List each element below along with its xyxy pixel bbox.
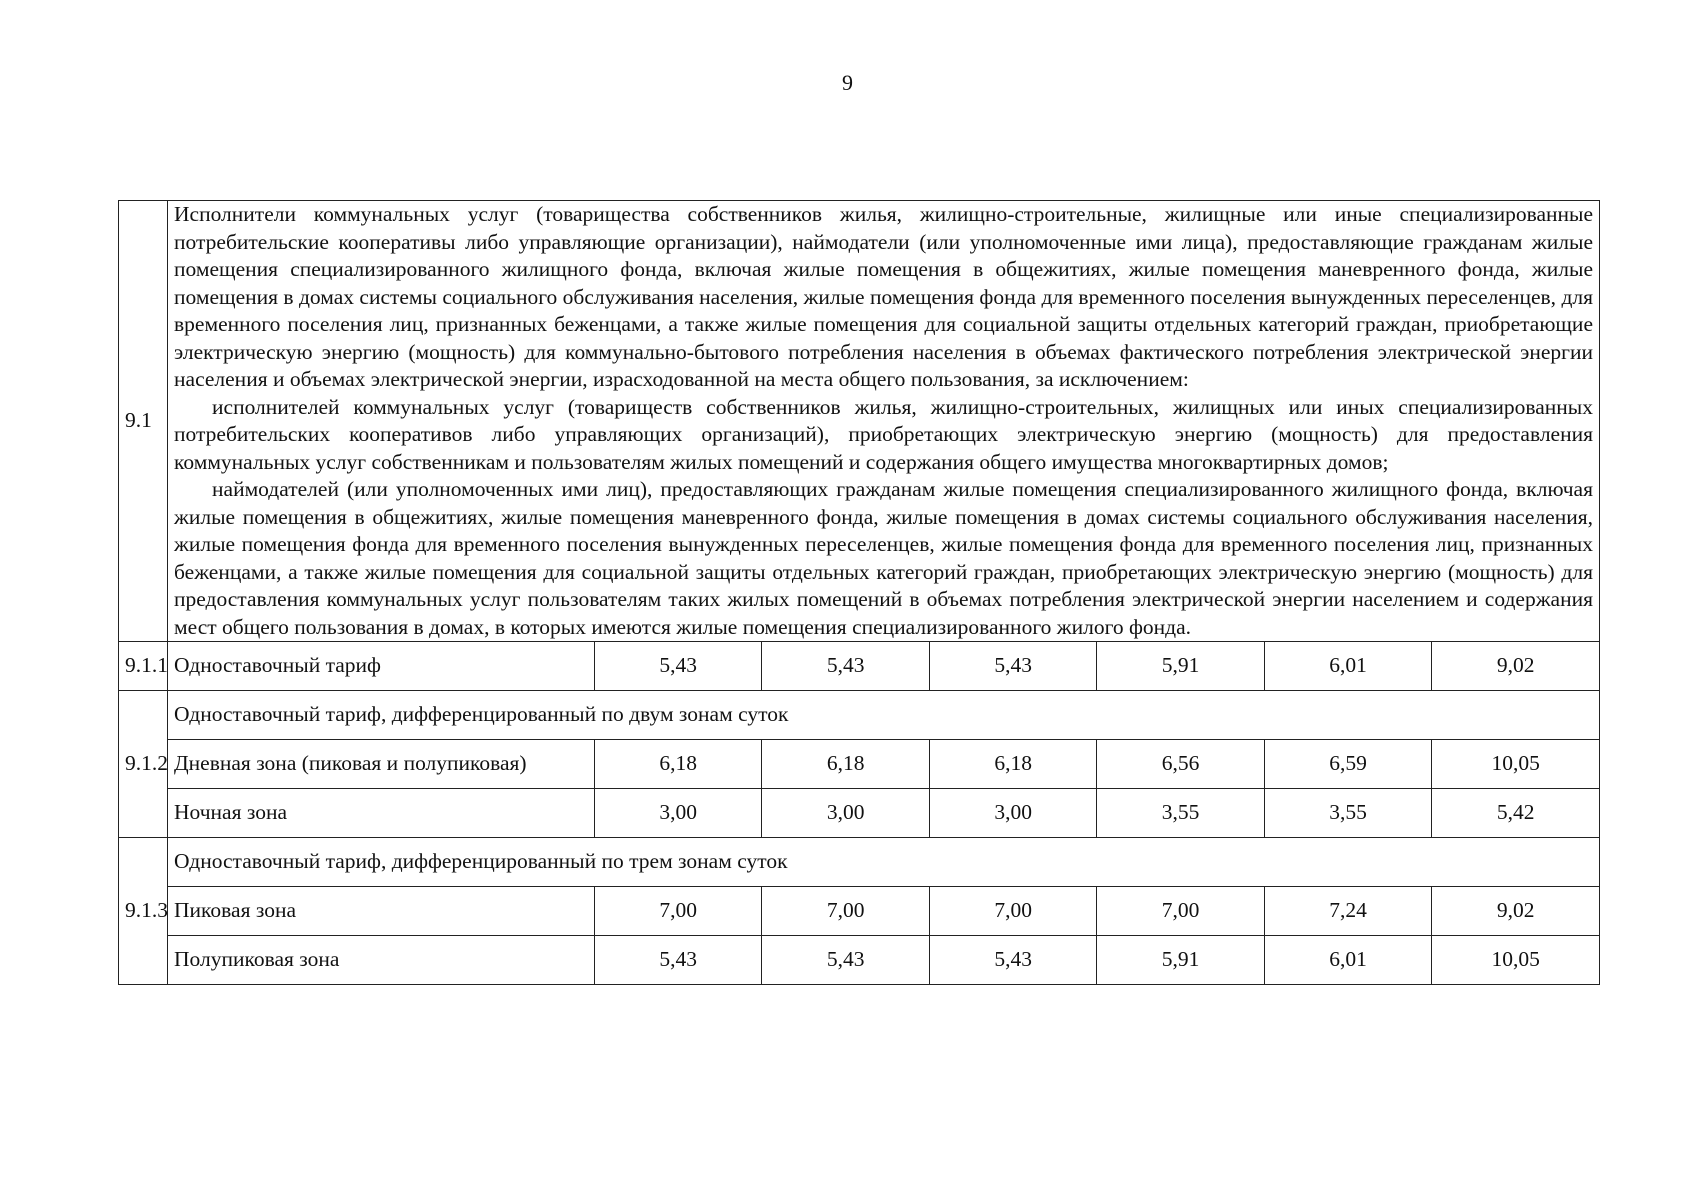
table-row xyxy=(119,691,1600,740)
tariff-value: 6,01 xyxy=(1264,642,1431,691)
tariff-value: 6,18 xyxy=(762,740,929,789)
tariff-value: 7,00 xyxy=(762,887,929,936)
table-row xyxy=(119,789,1600,838)
table-row xyxy=(119,642,1600,691)
tariff-value: 5,43 xyxy=(762,642,929,691)
tariff-name: Одноставочный тариф, дифференцированный по трем зонам суток xyxy=(168,838,1600,887)
tariff-value: 3,00 xyxy=(762,789,929,838)
tariff-value: 6,59 xyxy=(1264,740,1431,789)
tariff-value: 7,00 xyxy=(1097,887,1264,936)
table-row xyxy=(119,838,1600,887)
tariff-value: 6,56 xyxy=(1097,740,1264,789)
tariff-value: 10,05 xyxy=(1432,936,1600,985)
description-paragraph: Исполнители коммунальных услуг (товарищества собственников жилья, жилищно-строительные, жилищные или иные специализированные потребительские кооперативы либо управляющие организации), наймодатели (или уполномоченные ими лица), предоставляющие гражданам жилые помещения специализированного жилищного фонда, включая жилые помещения в общежитиях, жилые помещения маневренного фонда, жилые помещения в домах системы социального обслуживания населения, жилые помещения фонда для временного поселения вынужденных переселенцев, для временного поселения лиц, признанных беженцами, а также жилые помещения для социальной защиты отдельных категорий граждан, приобретающие электрическую энергию (мощность) для коммунально-бытового потребления населения в объемах фактического потребления электрической энергии населения и объемах электрической энергии, израсходованной на места общего пользования, за исключением: xyxy=(174,202,1593,391)
tariff-value: 3,00 xyxy=(594,789,761,838)
table-row xyxy=(119,936,1600,985)
tariff-value: 5,91 xyxy=(1097,936,1264,985)
description-paragraph: наймодателей (или уполномоченных ими лиц), предоставляющих гражданам жилые помещения специализированного жилищного фонда, включая жилые помещения в общежитиях, жилые помещения маневренного фонда, жилые помещения в домах системы социального обслуживания населения, жилые помещения фонда для временного поселения вынужденных переселенцев, жилые помещения фонда для временного поселения лиц, признанных беженцами, а также жилые помещения для социальной защиты отдельных категорий граждан, приобретающих электрическую энергию (мощность) для предоставления коммунальных услуг пользователям таких жилых помещений в объемах потребления электрической энергии населением и содержания мест общего пользования в домах, в которых имеются жилые помещения специализированного жилого фонда. xyxy=(174,477,1593,639)
tariff-name: Одноставочный тариф xyxy=(168,642,595,691)
tariff-code: 9.1.3 xyxy=(119,838,168,985)
zone-name: Пиковая зона xyxy=(168,887,595,936)
section-row xyxy=(119,201,1600,642)
page-number: 9 xyxy=(842,70,853,95)
table-row xyxy=(119,740,1600,789)
tariff-value: 7,00 xyxy=(929,887,1096,936)
tariff-value: 5,43 xyxy=(594,642,761,691)
tariff-value: 5,42 xyxy=(1432,789,1600,838)
tariff-value: 6,18 xyxy=(929,740,1096,789)
description-paragraph: исполнителей коммунальных услуг (товариществ собственников жилья, жилищно-строительных, жилищных или иных специализированных потребительских кооперативов либо управляющих организаций), приобретающих электрическую энергию (мощность) для предоставления коммунальных услуг собственникам и пользователям жилых помещений и содержания общего имущества многоквартирных домов; xyxy=(174,394,1593,474)
tariff-name: Одноставочный тариф, дифференцированный по двум зонам суток xyxy=(168,691,1600,740)
tariff-value: 5,43 xyxy=(929,642,1096,691)
tariff-code: 9.1.2 xyxy=(119,691,168,838)
tariff-value: 5,91 xyxy=(1097,642,1264,691)
tariff-value: 7,00 xyxy=(594,887,761,936)
zone-name: Дневная зона (пиковая и полупиковая) xyxy=(168,740,595,789)
tariff-value: 5,43 xyxy=(594,936,761,985)
tariff-value: 10,05 xyxy=(1432,740,1600,789)
tariff-value: 3,55 xyxy=(1264,789,1431,838)
tariff-code: 9.1.1 xyxy=(119,642,168,691)
tariff-table xyxy=(118,200,1600,985)
zone-name: Полупиковая зона xyxy=(168,936,595,985)
section-code: 9.1 xyxy=(119,201,168,642)
tariff-value: 3,00 xyxy=(929,789,1096,838)
section-description xyxy=(168,201,1600,642)
table-row xyxy=(119,887,1600,936)
tariff-value: 5,43 xyxy=(929,936,1096,985)
tariff-value: 9,02 xyxy=(1432,642,1600,691)
tariff-value: 5,43 xyxy=(762,936,929,985)
tariff-value: 7,24 xyxy=(1264,887,1431,936)
tariff-value: 9,02 xyxy=(1432,887,1600,936)
tariff-value: 6,18 xyxy=(594,740,761,789)
tariff-value: 6,01 xyxy=(1264,936,1431,985)
zone-name: Ночная зона xyxy=(168,789,595,838)
tariff-value: 3,55 xyxy=(1097,789,1264,838)
